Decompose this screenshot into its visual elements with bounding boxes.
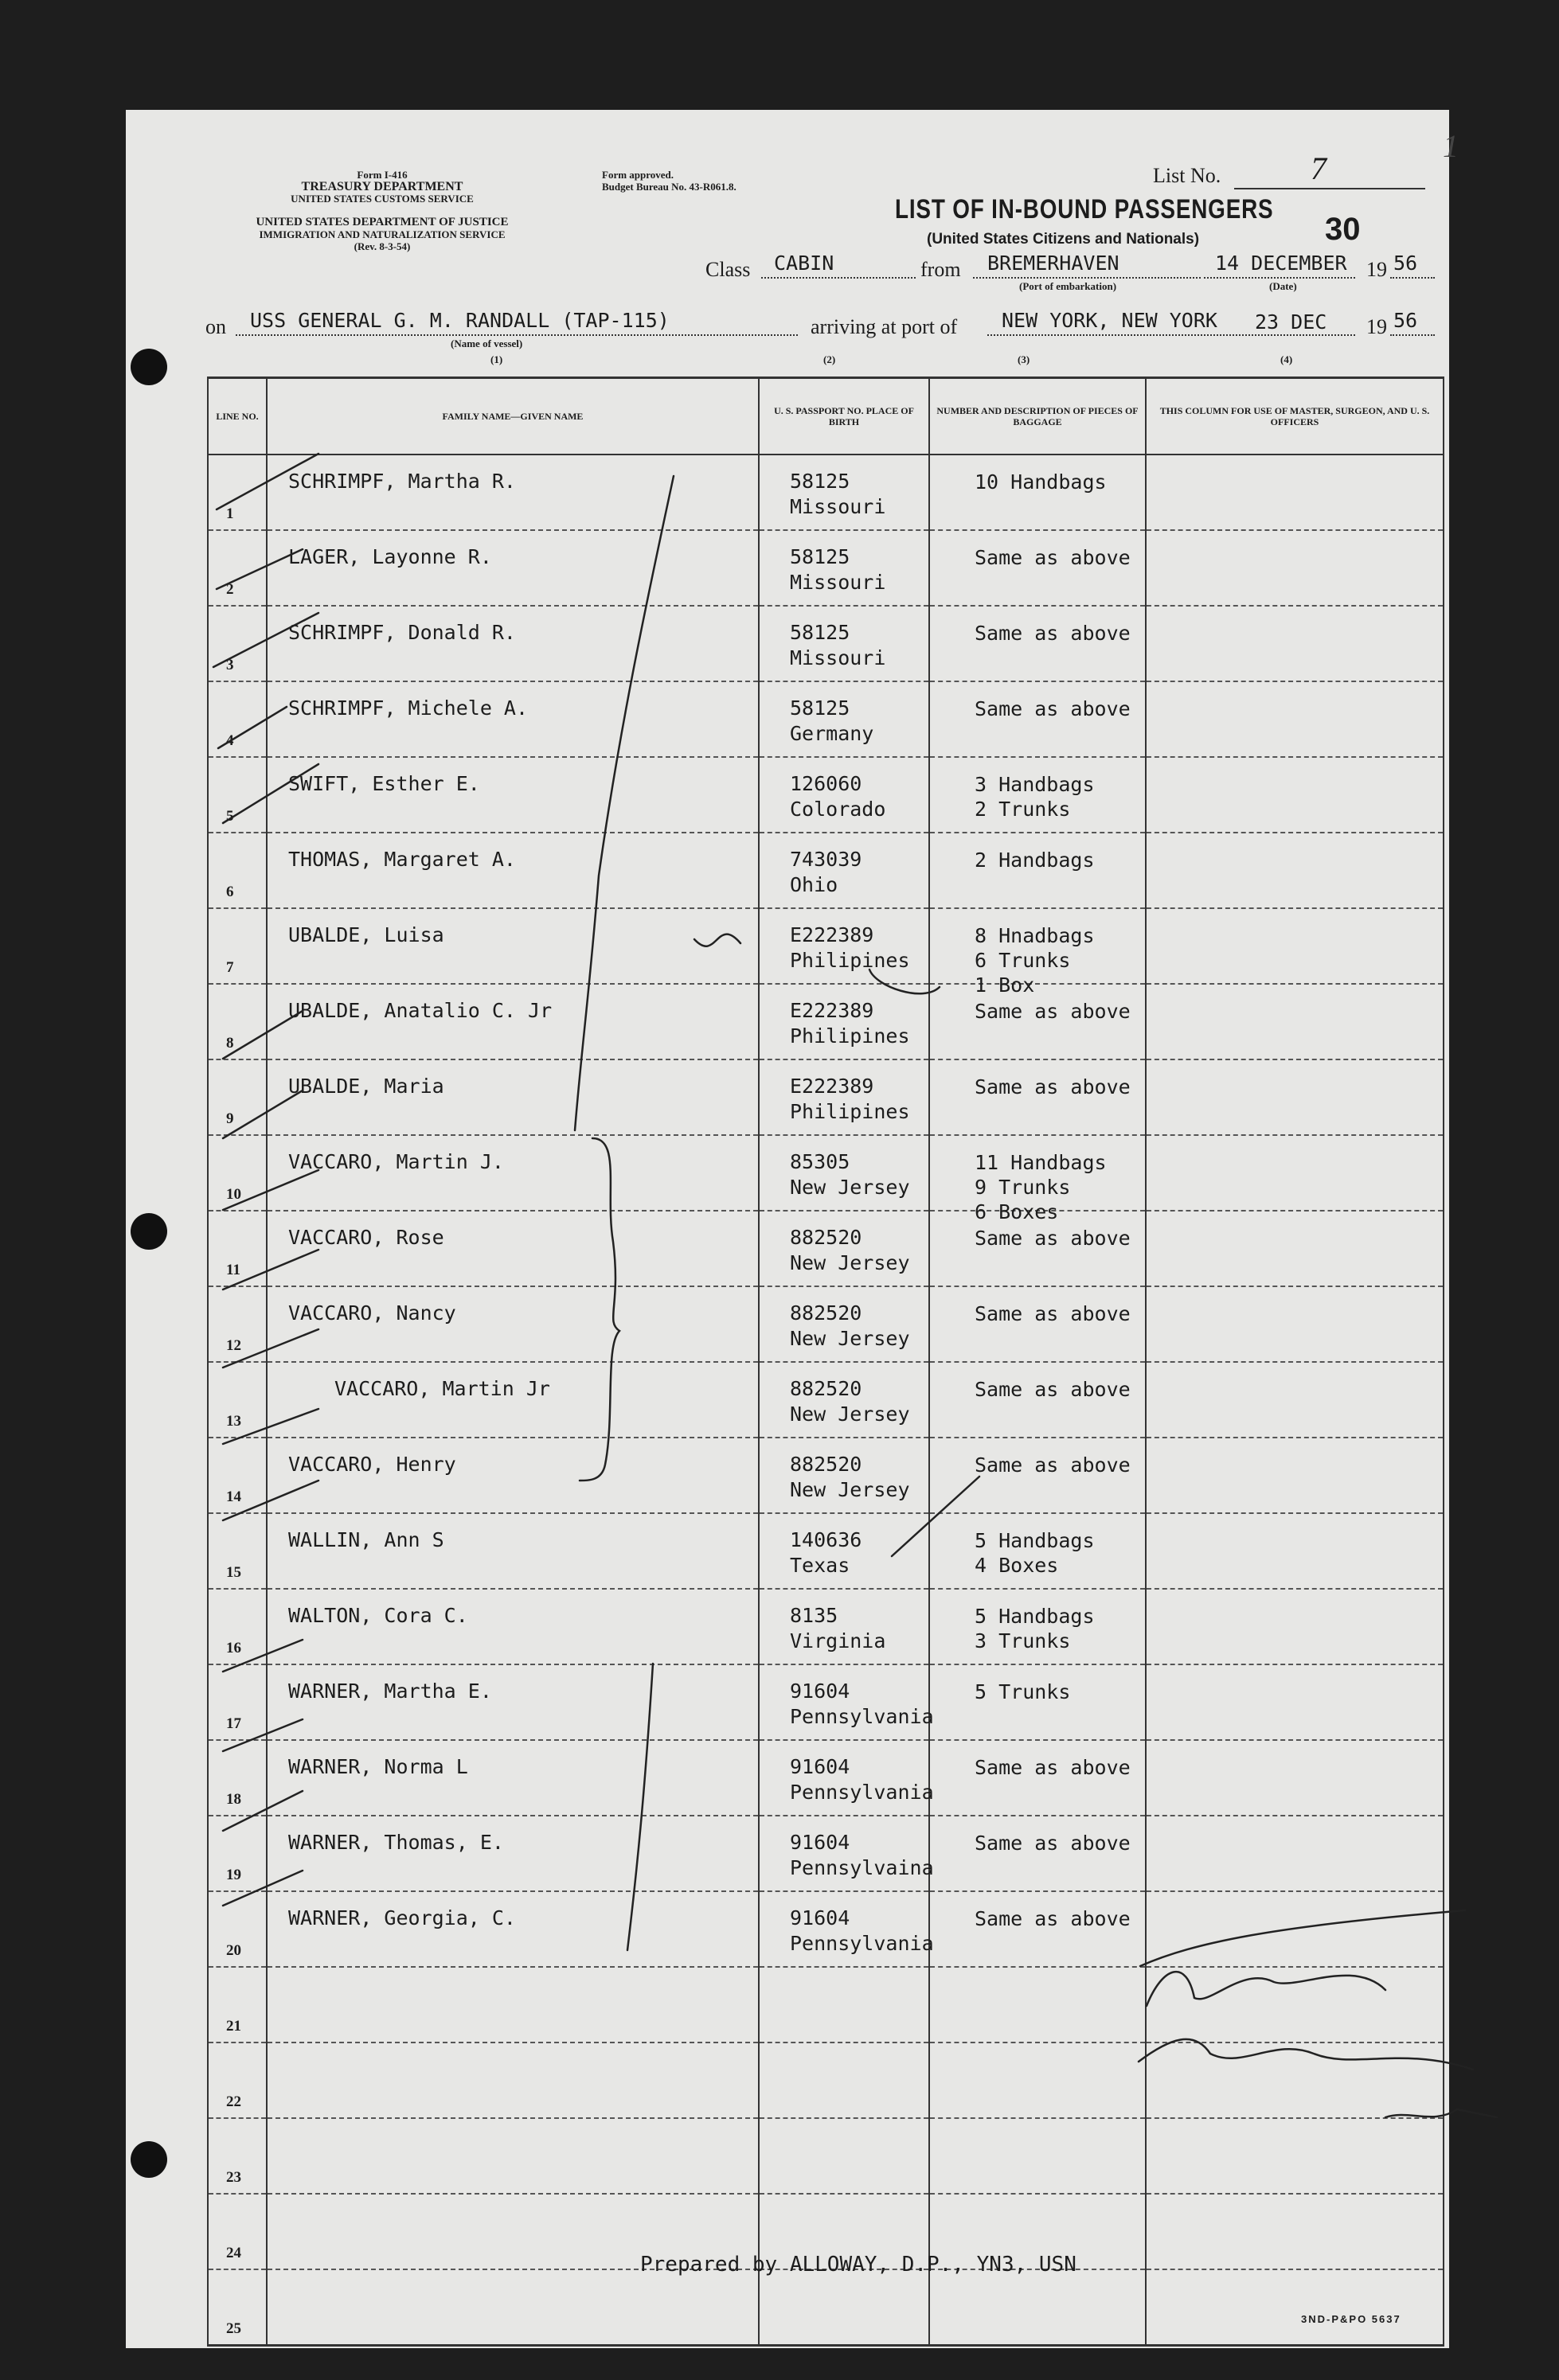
revision-date: (Rev. 8-3-54) — [354, 240, 411, 252]
passenger-name: VACCARO, Nancy — [288, 1301, 456, 1325]
baggage-line: 5 Trunks — [975, 1680, 1071, 1703]
header-officers-use: THIS COLUMN FOR USE OF MASTER, SURGEON, AND U. S. OFFICERS — [1146, 378, 1444, 455]
column-2-number: (2) — [823, 353, 836, 365]
arrival-port: NEW YORK, NEW YORK — [1002, 309, 1217, 332]
list-no-label: List No. — [1153, 164, 1221, 187]
baggage-line: 10 Handbags — [975, 470, 1107, 494]
passport-number: 85305 — [790, 1150, 850, 1173]
on-label: on — [205, 315, 226, 338]
baggage-line: 9 Trunks — [975, 1176, 1071, 1199]
baggage-line: 8 Hnadbags — [975, 924, 1095, 947]
line-number: 1 — [226, 505, 234, 522]
baggage-line: 11 Handbags — [975, 1151, 1107, 1174]
passenger-name: VACCARO, Martin J. — [288, 1150, 504, 1173]
place-of-birth: New Jersey — [790, 1403, 910, 1426]
agency-customs: UNITED STATES CUSTOMS SERVICE — [291, 193, 474, 205]
line-number: 10 — [226, 1186, 241, 1203]
header-family-name: FAMILY NAME—GIVEN NAME — [267, 378, 759, 455]
passenger-name: WALTON, Cora C. — [288, 1604, 468, 1627]
place-of-birth: Pennsylvaina — [790, 1856, 934, 1879]
baggage-line: 2 Handbags — [975, 849, 1095, 872]
line-number: 23 — [226, 2169, 241, 2186]
passport-number: E222389 — [790, 1075, 874, 1098]
passport-number: 743039 — [790, 848, 862, 871]
passport-number: 58125 — [790, 696, 850, 720]
line-number: 19 — [226, 1867, 241, 1883]
passenger-name: VACCARO, Henry — [288, 1453, 456, 1476]
baggage-line: Same as above — [975, 697, 1131, 720]
passport-number: 91604 — [790, 1680, 850, 1703]
baggage-line: Same as above — [975, 546, 1131, 569]
agency-ins: IMMIGRATION AND NATURALIZATION SERVICE — [259, 228, 506, 240]
passport-number: 126060 — [790, 772, 862, 795]
column-4-number: (4) — [1280, 353, 1293, 365]
place-of-birth: Pennsylvania — [790, 1932, 934, 1955]
line-number: 22 — [226, 2093, 241, 2110]
place-of-birth: Virginia — [790, 1629, 886, 1652]
prepared-by: Prepared by ALLOWAY, D.P., YN3, USN — [640, 2253, 1076, 2277]
baggage-line: Same as above — [975, 1453, 1131, 1477]
place-of-birth: Philipines — [790, 1100, 910, 1123]
page-subtitle: (United States Citizens and Nationals) — [927, 231, 1200, 248]
line-number: 16 — [226, 1640, 241, 1656]
arrival-year: 56 — [1393, 309, 1418, 332]
line-number: 25 — [226, 2320, 241, 2337]
baggage-line: 6 Trunks — [975, 949, 1071, 972]
arrival-year-prefix: 19 — [1366, 315, 1387, 338]
vessel-caption: (Name of vessel) — [451, 337, 523, 349]
budget-bureau: Budget Bureau No. 43-R061.8. — [602, 181, 737, 193]
passenger-name: LAGER, Layonne R. — [288, 545, 492, 568]
passport-number: 882520 — [790, 1377, 862, 1400]
line-number: 15 — [226, 1564, 241, 1581]
passenger-name: SCHRIMPF, Michele A. — [288, 696, 529, 720]
passport-number: 882520 — [790, 1453, 862, 1476]
date-caption: (Date) — [1269, 280, 1297, 292]
page-title: LIST OF IN-BOUND PASSENGERS — [895, 194, 1274, 224]
line-number: 7 — [226, 959, 234, 976]
place-of-birth: Philipines — [790, 949, 910, 972]
place-of-birth: Philipines — [790, 1024, 910, 1048]
place-of-birth: Pennsylvania — [790, 1781, 934, 1804]
baggage-line: Same as above — [975, 1832, 1131, 1855]
passenger-name: THOMAS, Margaret A. — [288, 848, 516, 871]
passenger-name: VACCARO, Rose — [288, 1226, 444, 1249]
baggage-line: 6 Boxes — [975, 1200, 1059, 1223]
place-of-birth: New Jersey — [790, 1176, 910, 1199]
line-number: 9 — [226, 1110, 234, 1127]
port-of-embarkation: BREMERHAVEN — [987, 252, 1119, 275]
baggage-line: Same as above — [975, 622, 1131, 645]
passenger-name: VACCARO, Martin Jr — [334, 1377, 550, 1400]
column-3-number: (3) — [1018, 353, 1030, 365]
year-value: 56 — [1393, 252, 1418, 275]
line-number: 21 — [226, 2018, 241, 2035]
line-number: 20 — [226, 1942, 241, 1959]
from-label: from — [920, 258, 961, 281]
baggage-line: 1 Box — [975, 973, 1035, 997]
passenger-name: WARNER, Martha E. — [288, 1680, 492, 1703]
passport-number: 8135 — [790, 1604, 838, 1627]
baggage-line: 5 Handbags — [975, 1529, 1095, 1552]
line-number: 5 — [226, 808, 234, 825]
place-of-birth: Germany — [790, 722, 874, 745]
agency-justice: UNITED STATES DEPARTMENT OF JUSTICE — [256, 216, 509, 228]
line-number: 3 — [226, 657, 234, 673]
corner-mark: 1 — [1443, 128, 1459, 164]
vessel-name: USS GENERAL G. M. RANDALL (TAP-115) — [250, 309, 670, 332]
line-number: 4 — [226, 732, 234, 749]
baggage-line: 2 Trunks — [975, 798, 1071, 821]
place-of-birth: New Jersey — [790, 1251, 910, 1274]
place-of-birth: Pennsylvania — [790, 1705, 934, 1728]
passenger-name: UBALDE, Anatalio C. Jr — [288, 999, 553, 1022]
place-of-birth: Missouri — [790, 571, 886, 594]
header-passport: U. S. PASSPORT NO. PLACE OF BIRTH — [759, 378, 929, 455]
passenger-name: SWIFT, Esther E. — [288, 772, 480, 795]
baggage-line: 3 Trunks — [975, 1629, 1071, 1652]
line-number: 14 — [226, 1488, 241, 1505]
form-approved: Form approved. — [602, 169, 674, 181]
port-embark-caption: (Port of embarkation) — [1019, 280, 1117, 292]
passport-number: 58125 — [790, 621, 850, 644]
class-value: CABIN — [774, 252, 834, 275]
passport-number: 91604 — [790, 1755, 850, 1778]
place-of-birth: Missouri — [790, 646, 886, 669]
baggage-line: 4 Boxes — [975, 1554, 1059, 1577]
line-number: 24 — [226, 2245, 241, 2261]
class-label: Class — [705, 258, 751, 281]
baggage-line: Same as above — [975, 1907, 1131, 1930]
line-number: 8 — [226, 1035, 234, 1051]
passport-number: 140636 — [790, 1528, 862, 1551]
line-number: 2 — [226, 581, 234, 598]
place-of-birth: Missouri — [790, 495, 886, 518]
line-number: 11 — [226, 1262, 240, 1278]
passport-number: 882520 — [790, 1226, 862, 1249]
baggage-line: Same as above — [975, 1227, 1131, 1250]
baggage-line: Same as above — [975, 1378, 1131, 1401]
passport-number: 58125 — [790, 470, 850, 493]
passport-number: E222389 — [790, 999, 874, 1022]
arriving-label: arriving at port of — [811, 315, 958, 338]
baggage-line: Same as above — [975, 1075, 1131, 1098]
passenger-name: WARNER, Norma L — [288, 1755, 468, 1778]
passenger-name: WALLIN, Ann S — [288, 1528, 444, 1551]
line-number: 18 — [226, 1791, 241, 1808]
header-line-no: LINE NO. — [208, 378, 267, 455]
passenger-name: WARNER, Thomas, E. — [288, 1831, 504, 1854]
place-of-birth: Colorado — [790, 798, 886, 821]
form-number: Form I-416 — [357, 169, 408, 181]
baggage-line: Same as above — [975, 1000, 1131, 1023]
line-number: 17 — [226, 1715, 241, 1732]
baggage-line: Same as above — [975, 1302, 1131, 1325]
baggage-line: Same as above — [975, 1756, 1131, 1779]
passport-number: 58125 — [790, 545, 850, 568]
agency-treasury: TREASURY DEPARTMENT — [301, 180, 463, 193]
passenger-name: WARNER, Georgia, C. — [288, 1906, 516, 1929]
baggage-line: 3 Handbags — [975, 773, 1095, 796]
arrival-date: 23 DEC — [1255, 310, 1327, 334]
place-of-birth: Texas — [790, 1554, 850, 1577]
place-of-birth: New Jersey — [790, 1478, 910, 1501]
passenger-name: SCHRIMPF, Donald R. — [288, 621, 516, 644]
line-number: 6 — [226, 884, 234, 900]
baggage-line: 5 Handbags — [975, 1605, 1095, 1628]
line-number: 13 — [226, 1413, 241, 1430]
line-number: 12 — [226, 1337, 241, 1354]
place-of-birth: New Jersey — [790, 1327, 910, 1350]
passport-number: 91604 — [790, 1831, 850, 1854]
place-of-birth: Ohio — [790, 873, 838, 896]
passport-number: 882520 — [790, 1301, 862, 1325]
passport-number: E222389 — [790, 923, 874, 946]
passenger-name: UBALDE, Luisa — [288, 923, 444, 946]
column-1-number: (1) — [490, 353, 503, 365]
header-baggage: NUMBER AND DESCRIPTION OF PIECES OF BAGGAGE — [929, 378, 1146, 455]
list-no-value: 7 — [1311, 150, 1327, 186]
passenger-name: SCHRIMPF, Martha R. — [288, 470, 516, 493]
page-number: 30 — [1325, 212, 1361, 247]
passport-number: 91604 — [790, 1906, 850, 1929]
departure-date: 14 DECEMBER — [1215, 252, 1347, 275]
print-code: 3ND-P&PO 5637 — [1301, 2313, 1401, 2325]
year-prefix: 19 — [1366, 258, 1387, 281]
passenger-name: UBALDE, Maria — [288, 1075, 444, 1098]
